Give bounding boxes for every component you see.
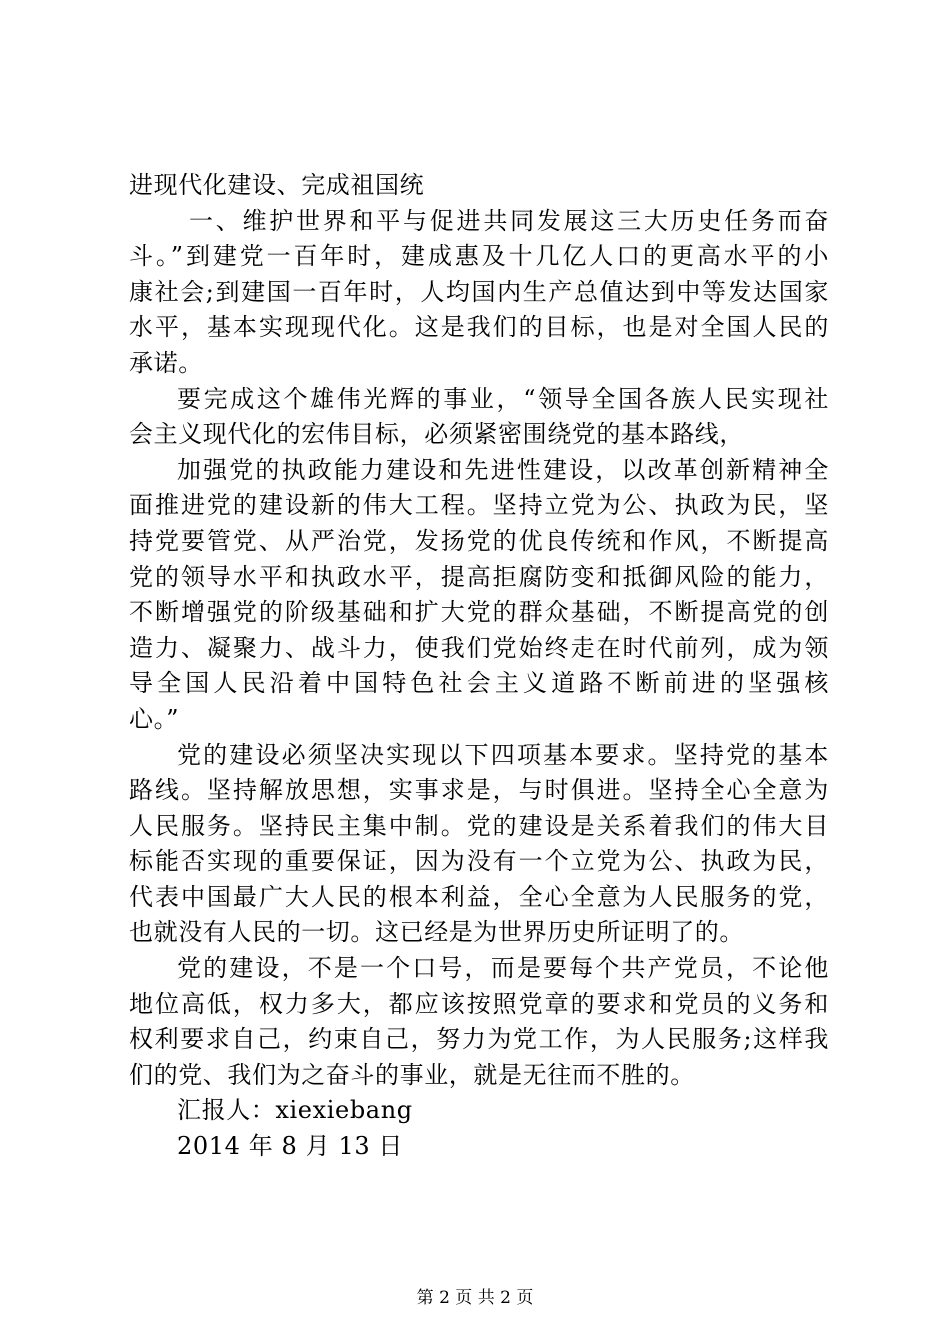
text-line: 心。” bbox=[129, 704, 180, 733]
text-line: 面推进党的建设新的伟大工程。坚持立党为公、执政为民，坚 bbox=[129, 491, 829, 520]
text-line: 党的建设，不是一个口号，而是要每个共产党员，不论他 bbox=[177, 954, 829, 983]
text-line: 进现代化建设、完成祖国统 bbox=[129, 171, 425, 199]
text-line: 承诺。 bbox=[129, 348, 203, 377]
text-line: 不断增强党的阶级基础和扩大党的群众基础，不断提高党的创 bbox=[129, 598, 829, 627]
text-line: 们的党、我们为之奋斗的事业，就是无往而不胜的。 bbox=[129, 1060, 695, 1089]
text-line: 党的领导水平和执政水平，提高拒腐防变和抵御风险的能力， bbox=[129, 562, 829, 591]
text-line: 要完成这个雄伟光辉的事业，“领导全国各族人民实现社 bbox=[177, 384, 829, 413]
text-line: 也就没有人民的一切。这已经是为世界历史所证明了的。 bbox=[129, 918, 744, 947]
text-line: 人民服务。坚持民主集中制。党的建设是关系着我们的伟大目 bbox=[129, 811, 829, 840]
page-number: 第 2 页 共 2 页 bbox=[416, 1288, 534, 1308]
text-line: 康社会;到建国一百年时，人均国内生产总值达到中等发达国家 bbox=[129, 277, 829, 306]
text-line: 党的建设必须坚决实现以下四项基本要求。坚持党的基本 bbox=[177, 740, 829, 769]
text-line: 权利要求自己，约束自己，努力为党工作，为人民服务;这样我 bbox=[129, 1025, 829, 1054]
date-line: 2014 年 8 月 13 日 bbox=[177, 1132, 404, 1161]
text-line: 导全国人民沿着中国特色社会主义道路不断前进的坚强核 bbox=[129, 669, 829, 698]
text-line: 水平，基本实现现代化。这是我们的目标，也是对全国人民的 bbox=[129, 313, 829, 342]
text-line: 加强党的执政能力建设和先进性建设，以改革创新精神全 bbox=[177, 455, 829, 484]
text-line: 会主义现代化的宏伟目标，必须紧密围绕党的基本路线， bbox=[129, 420, 744, 449]
text-line: 地位高低，权力多大，都应该按照党章的要求和党员的义务和 bbox=[129, 989, 829, 1018]
text-line: 一、维护世界和平与促进共同发展这三大历史任务而奋 bbox=[189, 206, 829, 235]
text-line: 持党要管党、从严治党，发扬党的优良传统和作风，不断提高 bbox=[129, 526, 829, 555]
text-line: 标能否实现的重要保证，因为没有一个立党为公、执政为民， bbox=[129, 847, 829, 876]
text-line: 路线。坚持解放思想，实事求是，与时俱进。坚持全心全意为 bbox=[129, 776, 829, 805]
text-line: 造力、凝聚力、战斗力，使我们党始终走在时代前列，成为领 bbox=[129, 633, 829, 662]
reporter-line: 汇报人：xiexiebang bbox=[177, 1096, 413, 1125]
text-line: 代表中国最广大人民的根本利益，全心全意为人民服务的党， bbox=[129, 882, 829, 911]
text-line: 斗。”到建党一百年时，建成惠及十几亿人口的更高水平的小 bbox=[129, 242, 829, 271]
page-footer bbox=[0, 1283, 950, 1308]
document-body bbox=[129, 168, 829, 1165]
